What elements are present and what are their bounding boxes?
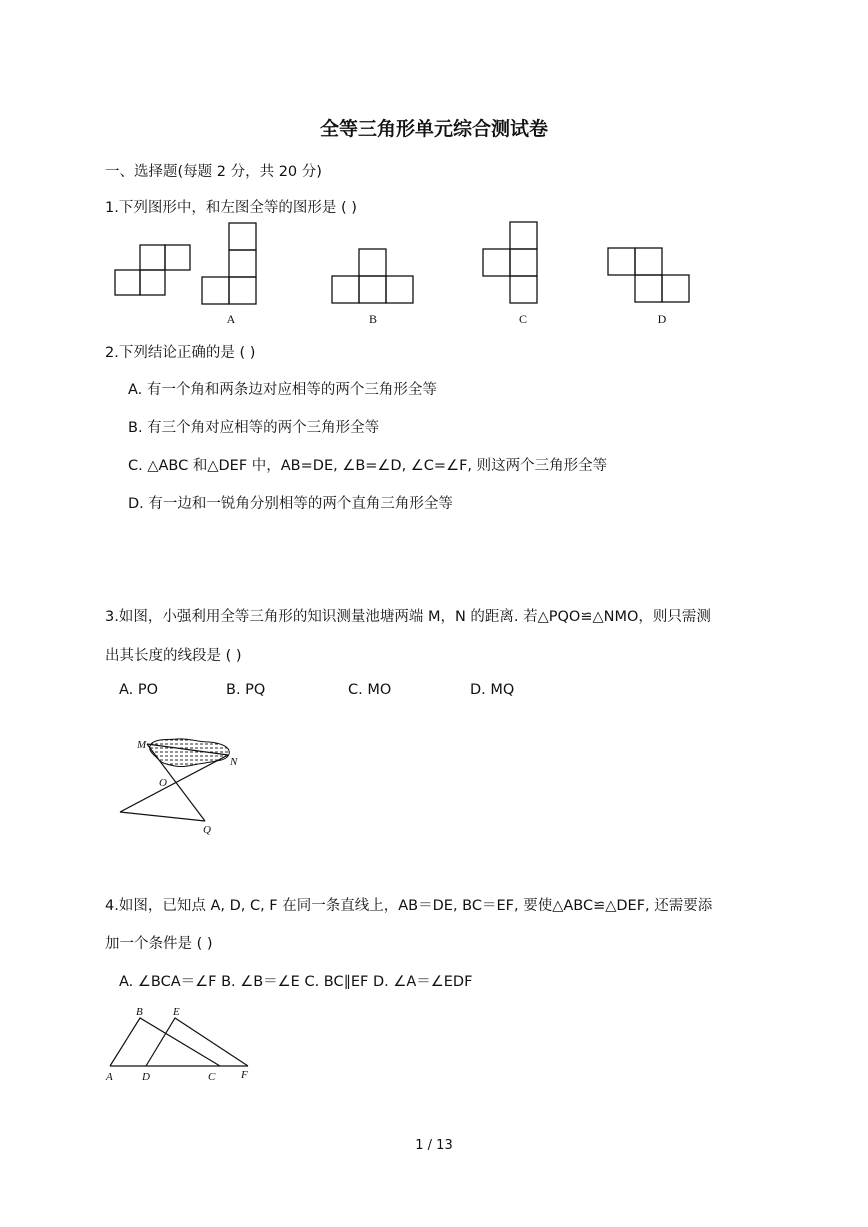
option-a-shape bbox=[202, 223, 256, 304]
label-m: M bbox=[137, 739, 147, 751]
pond-shape bbox=[150, 739, 230, 767]
section-heading: 一、选择题(每题 2 分，共 20 分) bbox=[105, 164, 322, 180]
option-c-label: C bbox=[518, 312, 528, 326]
label-d: D bbox=[142, 1071, 150, 1083]
question-2-option-b: B. 有三个角对应相等的两个三角形全等 bbox=[128, 420, 380, 436]
question-2-option-d: D. 有一边和一锐角分别相等的两个直角三角形全等 bbox=[128, 496, 453, 512]
label-e: E bbox=[173, 1006, 180, 1018]
question-3-line-1: 3.如图，小强利用全等三角形的知识测量池塘两端 M，N 的距离. 若△PQO≌△NMO，则只需测 bbox=[105, 609, 711, 625]
question-3-option-a: A. PO bbox=[119, 682, 159, 698]
page-number: 1 / 13 bbox=[415, 1138, 453, 1153]
label-q: Q bbox=[203, 824, 211, 836]
triangles-figure-svg bbox=[100, 1002, 260, 1084]
question-3-option-c: C. MO bbox=[348, 682, 392, 698]
option-d-label: D bbox=[657, 312, 667, 326]
label-b: B bbox=[136, 1006, 143, 1018]
label-c: C bbox=[208, 1071, 216, 1083]
label-n: N bbox=[230, 756, 238, 768]
triangle-abc bbox=[110, 1018, 220, 1066]
question-1-text: 1.下列图形中，和左图全等的图形是 ( ) bbox=[105, 200, 357, 216]
question-2-option-a: A. 有一个角和两条边对应相等的两个三角形全等 bbox=[128, 382, 437, 398]
label-o: O bbox=[159, 777, 167, 789]
question-3-option-b: B. PQ bbox=[226, 682, 266, 698]
pond-figure-svg bbox=[105, 730, 255, 840]
option-c-shape bbox=[483, 222, 537, 303]
question-2-text: 2.下列结论正确的是 ( ) bbox=[105, 345, 256, 361]
label-f: F bbox=[241, 1069, 248, 1081]
question-1-figure-svg bbox=[105, 215, 705, 330]
question-3-pond-figure bbox=[105, 730, 255, 840]
page-title: 全等三角形单元综合测试卷 bbox=[319, 118, 548, 140]
question-4-line-2: 加一个条件是 ( ) bbox=[105, 936, 213, 952]
question-3-option-d: D. MQ bbox=[470, 682, 515, 698]
question-3-line-2: 出其长度的线段是 ( ) bbox=[105, 648, 242, 664]
option-d-shape bbox=[608, 248, 689, 302]
question-2-option-c: C. △ABC 和△DEF 中，AB=DE, ∠B=∠D, ∠C=∠F, 则这两个三角形全等 bbox=[128, 458, 608, 474]
question-4-options: A. ∠BCA＝∠F B. ∠B＝∠E C. BC∥EF D. ∠A＝∠EDF bbox=[119, 974, 473, 990]
option-b-label: B bbox=[368, 312, 378, 326]
option-b-shape bbox=[332, 249, 413, 303]
label-a: A bbox=[106, 1071, 113, 1083]
question-4-line-1: 4.如图，已知点 A, D, C, F 在同一条直线上，AB＝DE, BC＝EF, 要使△ABC≌△DEF, 还需要添 bbox=[105, 898, 713, 914]
question-4-triangles-figure bbox=[100, 1002, 260, 1084]
segment-pq bbox=[120, 812, 205, 821]
option-a-label: A bbox=[226, 312, 236, 326]
question-1-figures bbox=[105, 215, 705, 330]
triangle-def bbox=[146, 1018, 248, 1066]
reference-shape bbox=[115, 245, 190, 295]
